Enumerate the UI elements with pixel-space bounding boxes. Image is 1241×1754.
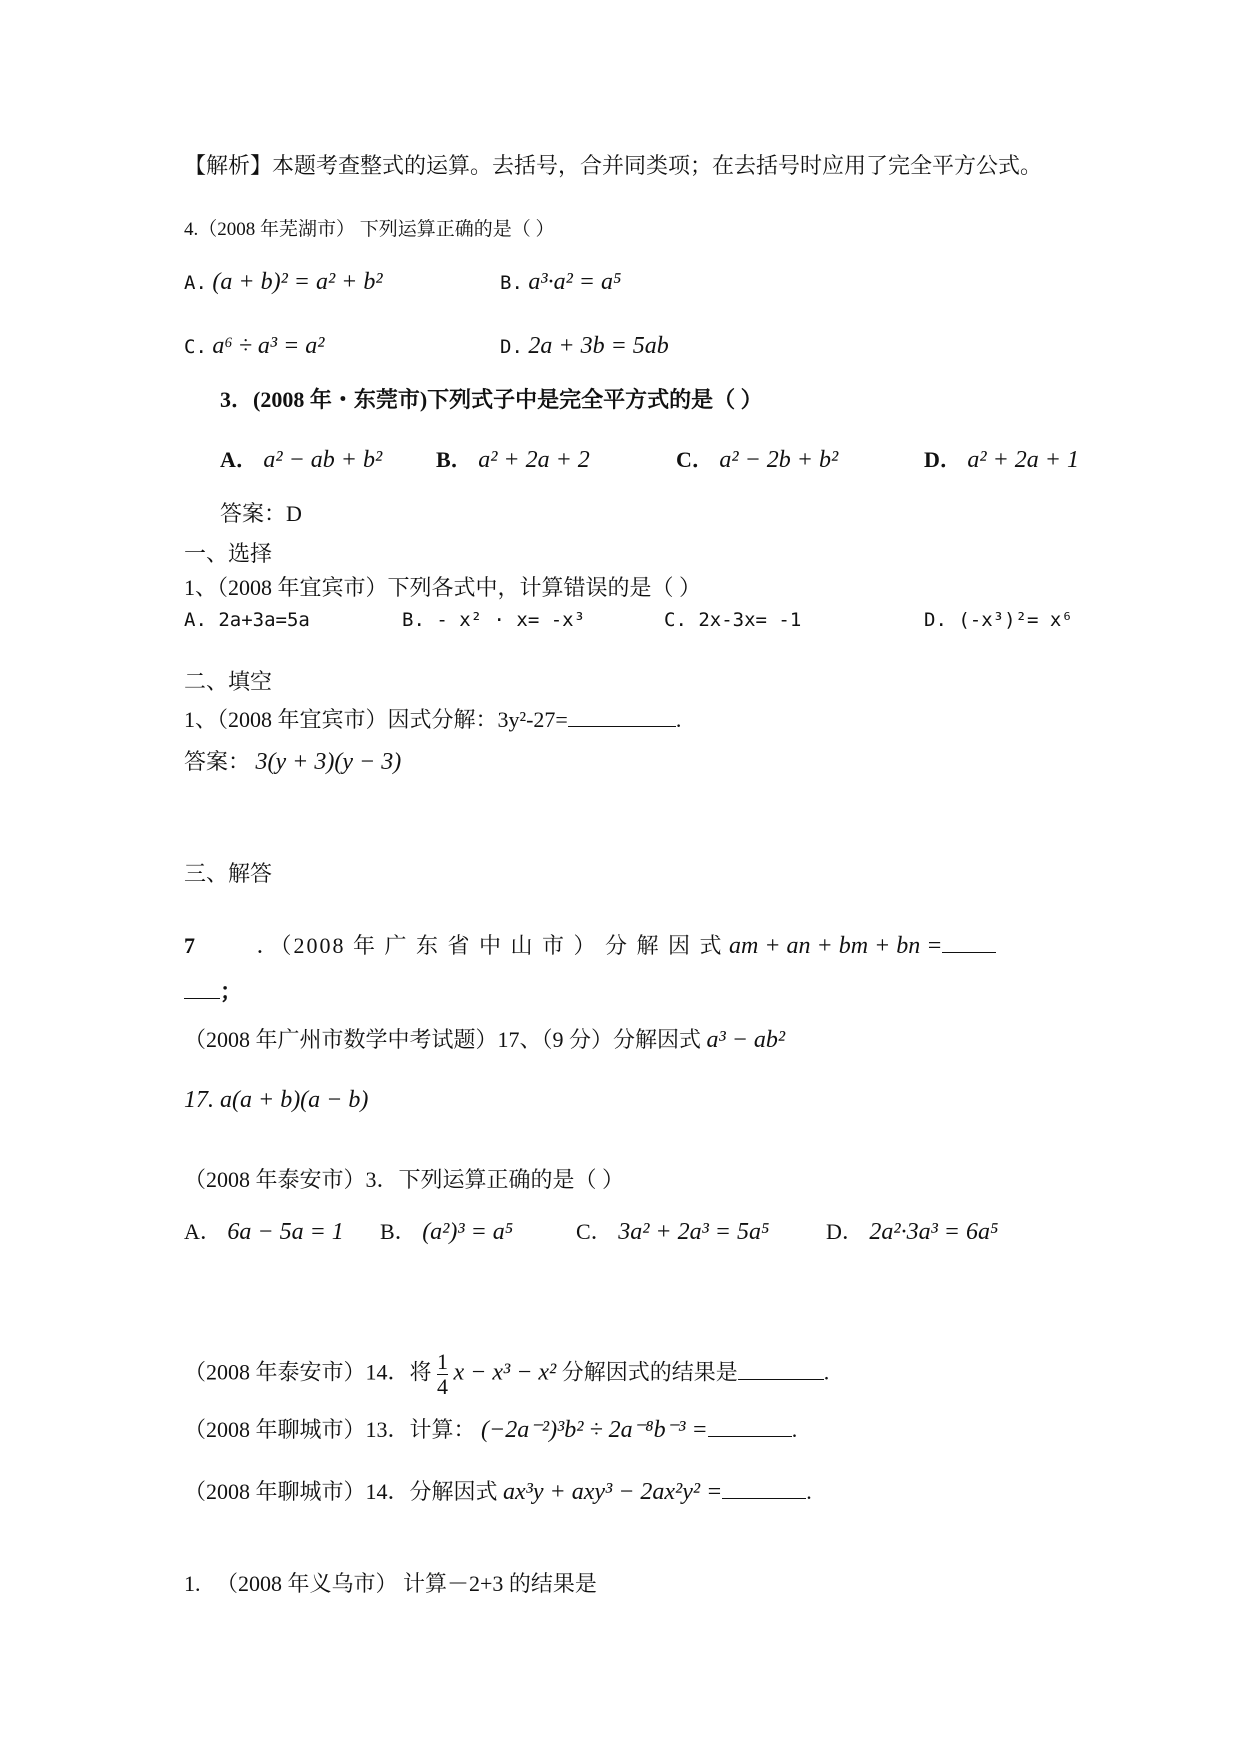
q7-text: ．（2008 年 广 东 省 中 山 市 ） 分 解 因 式 bbox=[256, 933, 724, 958]
q4-option-b bbox=[500, 268, 621, 297]
s1-q1-option-b: B. - x² · x= -x³ bbox=[402, 609, 586, 631]
q4-option-c bbox=[184, 332, 325, 361]
s2-q1-end: . bbox=[675, 707, 682, 732]
s2-q1-answer bbox=[184, 748, 401, 776]
q3-option-b bbox=[436, 446, 590, 474]
s3-taian3-option-d bbox=[826, 1218, 998, 1246]
option-expr: a² + 2a + 1 bbox=[967, 447, 1079, 473]
option-label: D． bbox=[826, 1219, 864, 1244]
q3-title: 3．(2008 年・东莞市)下列式子中是完全平方式的是（ ） bbox=[220, 387, 763, 412]
answer-blank bbox=[184, 976, 220, 999]
option-label: A. bbox=[184, 272, 207, 294]
option-label: A． bbox=[184, 1219, 222, 1244]
option-expr: (a + b)² = a² + b² bbox=[212, 269, 383, 295]
option-label: C． bbox=[576, 1219, 613, 1244]
fraction-numerator: 1 bbox=[437, 1349, 449, 1374]
option-expr: 2a + 3b = 5ab bbox=[528, 333, 669, 359]
ta14-prefix: （2008 年泰安市）14．将 bbox=[184, 1359, 432, 1385]
s2-q1 bbox=[184, 704, 681, 734]
section1-heading: 一、选择 bbox=[184, 541, 273, 566]
s3-yiwu bbox=[184, 1570, 597, 1598]
lc13-end: . bbox=[791, 1417, 798, 1442]
option-label: A． bbox=[220, 447, 258, 472]
s1-q1-option-c: C. 2x-3x= -1 bbox=[664, 609, 802, 631]
ta14-suffix: 分解因式的结果是 bbox=[561, 1359, 738, 1385]
s3-taian3-option-a bbox=[184, 1218, 344, 1246]
yw-text: （2008 年义乌市） 计算－2+3 的结果是 bbox=[216, 1571, 597, 1596]
option-expr: a² − ab + b² bbox=[263, 447, 383, 473]
s1-q1-option-a: A. 2a+3a=5a bbox=[184, 609, 310, 631]
q7-expr: am + an + bm + bn = bbox=[729, 933, 943, 959]
q3-option-c bbox=[676, 446, 838, 474]
answer-blank bbox=[738, 1357, 824, 1380]
ta14-expr: x − x³ − x² bbox=[453, 1359, 557, 1386]
option-expr: 6a − 5a = 1 bbox=[227, 1219, 344, 1245]
lc13-expr: (−2a⁻²)³b² ÷ 2a⁻⁸b⁻³ = bbox=[481, 1417, 708, 1443]
s3-guangzhou bbox=[184, 1026, 785, 1054]
q3-option-a bbox=[220, 446, 382, 474]
lc13-prefix: （2008 年聊城市）13．计算： bbox=[184, 1417, 476, 1442]
s3-q7 bbox=[184, 930, 996, 960]
option-expr: 2a²·3a³ = 6a⁵ bbox=[869, 1219, 999, 1245]
s3-taian3-title: （2008 年泰安市）3．下列运算正确的是（ ） bbox=[184, 1167, 625, 1192]
answer-blank bbox=[568, 704, 676, 727]
option-expr: a² + 2a + 2 bbox=[478, 447, 590, 473]
q4-option-a bbox=[184, 268, 383, 297]
s2-q1-text: 1、（2008 年宜宾市）因式分解：3y²-27= bbox=[184, 707, 568, 732]
fraction-denominator: 4 bbox=[437, 1374, 449, 1399]
option-expr: (a²)³ = a⁵ bbox=[422, 1219, 514, 1245]
option-label: B． bbox=[380, 1219, 417, 1244]
option-label: B. bbox=[500, 272, 523, 294]
option-label: C． bbox=[676, 447, 714, 472]
q3-option-d bbox=[924, 446, 1079, 474]
s3-guangzhou-answer: 17. a(a + b)(a − b) bbox=[184, 1087, 369, 1113]
option-label: C. bbox=[184, 336, 207, 358]
option-label: D． bbox=[924, 447, 962, 472]
yw-number: 1. bbox=[184, 1571, 201, 1596]
q7-end: ； bbox=[220, 979, 243, 1004]
s3-q7-cont bbox=[184, 976, 242, 1006]
lc14-prefix: （2008 年聊城市）14．分解因式 bbox=[184, 1479, 498, 1504]
s3-taian14 bbox=[184, 1350, 829, 1399]
option-expr: a⁶ ÷ a³ = a² bbox=[212, 333, 325, 359]
s3-liaocheng13 bbox=[184, 1414, 797, 1444]
q7-number: 7 bbox=[184, 933, 195, 958]
option-expr: a² − 2b + b² bbox=[719, 447, 839, 473]
ta14-end: . bbox=[823, 1359, 830, 1385]
option-expr: a³·a² = a⁵ bbox=[528, 269, 622, 295]
option-label: D. bbox=[500, 336, 523, 358]
answer-label: 答案： bbox=[184, 749, 251, 774]
gz-expr: a³ − ab² bbox=[706, 1027, 786, 1053]
gz-text: （2008 年广州市数学中考试题）17、（9 分）分解因式 bbox=[184, 1027, 702, 1052]
lc14-expr: ax³y + axy³ − 2ax²y² = bbox=[503, 1479, 723, 1505]
section2-heading: 二、填空 bbox=[184, 669, 273, 694]
answer-blank bbox=[942, 930, 996, 953]
s1-q1-title: 1、（2008 年宜宾市）下列各式中，计算错误的是（ ） bbox=[184, 575, 702, 600]
ta14-fraction bbox=[437, 1350, 448, 1399]
s1-q1-option-d: D. (-x³)²= x⁶ bbox=[924, 609, 1073, 631]
q4-title: 4.（2008 年芜湖市） 下列运算正确的是（ ） bbox=[184, 219, 555, 240]
option-label: B． bbox=[436, 447, 473, 472]
answer-blank bbox=[708, 1414, 792, 1437]
answer-blank bbox=[722, 1476, 806, 1499]
q3-answer: 答案：D bbox=[220, 501, 302, 526]
s3-liaocheng14 bbox=[184, 1476, 812, 1506]
analysis-text: 【解析】本题考查整式的运算。去括号，合并同类项；在去括号时应用了完全平方公式。 bbox=[184, 153, 1043, 178]
q4-option-d bbox=[500, 332, 669, 361]
section3-heading: 三、解答 bbox=[184, 861, 273, 886]
answer-expr: 3(y + 3)(y − 3) bbox=[255, 749, 402, 775]
s3-taian3-option-b bbox=[380, 1218, 513, 1246]
option-expr: 3a² + 2a³ = 5a⁵ bbox=[618, 1219, 770, 1245]
s3-taian3-option-c bbox=[576, 1218, 769, 1246]
lc14-end: . bbox=[806, 1479, 812, 1504]
